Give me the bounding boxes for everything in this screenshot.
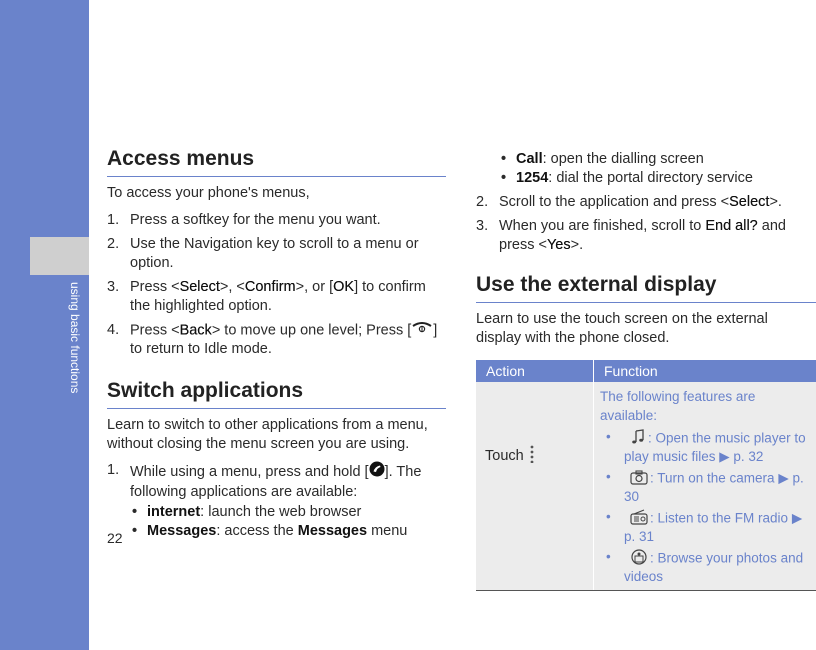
confirm-key-label: Confirm bbox=[244, 279, 296, 295]
back-key-label: Back bbox=[179, 322, 212, 339]
step-number: 3. bbox=[107, 279, 120, 295]
step-number: 4. bbox=[107, 322, 120, 338]
step-text: Press a softkey for the menu you want. bbox=[130, 212, 381, 228]
end-all-key-label: End all? bbox=[705, 218, 758, 234]
step-number: 2. bbox=[107, 236, 120, 252]
switch-applications-steps bbox=[107, 461, 446, 541]
list-item bbox=[476, 193, 816, 212]
external-display-intro: Learn to use the touch screen on the external display with the phone closed. bbox=[476, 311, 768, 346]
list-item bbox=[107, 461, 446, 541]
table-header-row bbox=[476, 360, 816, 382]
action-cell bbox=[476, 382, 594, 591]
app-name: 1254 bbox=[516, 170, 549, 186]
column-header-action: Action bbox=[476, 360, 594, 382]
ok-key-label: OK bbox=[333, 279, 355, 295]
app-description: : access the bbox=[216, 523, 298, 540]
list-item bbox=[107, 235, 446, 273]
call-key-icon bbox=[369, 461, 385, 483]
access-menus-heading: Access menus bbox=[107, 146, 446, 177]
feature-item: • : Turn on the camera ▶ p. 30 bbox=[606, 469, 804, 504]
select-key-label: Select bbox=[729, 194, 770, 210]
app-description: : launch the web browser bbox=[200, 504, 362, 521]
available-apps-list bbox=[130, 503, 446, 541]
step-number: 1. bbox=[107, 212, 120, 228]
app-description: : open the dialling screen bbox=[542, 151, 704, 167]
list-item bbox=[476, 217, 816, 255]
menu-name: Messages bbox=[297, 523, 368, 540]
switch-applications-heading: Switch applications bbox=[107, 378, 446, 409]
step-number: 3. bbox=[476, 218, 489, 234]
sidebar-section-label: using basic functions bbox=[68, 282, 82, 394]
music-note-icon bbox=[628, 429, 648, 449]
camera-icon bbox=[628, 469, 650, 489]
list-item: • Call: open the dialling screen bbox=[501, 151, 704, 167]
feature-item: • : Browse your photos and videos bbox=[606, 549, 804, 584]
access-menus-intro: To access your phone's menus, bbox=[107, 185, 310, 201]
feature-item: • : Open the music player to play music files ▶ p. 32 bbox=[606, 429, 806, 464]
step-text: Use the Navigation key to scroll to a menu or option. bbox=[130, 236, 419, 271]
action-function-table bbox=[476, 360, 816, 591]
app-name: Messages bbox=[147, 523, 217, 540]
left-column bbox=[107, 146, 446, 541]
app-description: : dial the portal directory service bbox=[548, 170, 753, 186]
list-item bbox=[107, 321, 446, 359]
step-number: 2. bbox=[476, 194, 489, 210]
photo-video-icon bbox=[628, 549, 650, 569]
step-number: 1. bbox=[107, 462, 120, 479]
switch-applications-intro: Learn to switch to other applications from a menu, without closing the menu screen you are using. bbox=[107, 417, 428, 453]
touch-pad-icon bbox=[530, 445, 534, 467]
features-intro: The following features are available: bbox=[600, 389, 756, 423]
table-row bbox=[476, 382, 816, 591]
sidebar-tab bbox=[30, 237, 89, 275]
page-number: 22 bbox=[107, 530, 123, 546]
step-text: Press <Back> to move up one level; Press [ ] to return to Idle mode. bbox=[130, 322, 438, 358]
app-name: internet bbox=[147, 504, 201, 521]
external-display-heading: Use the external display bbox=[476, 272, 816, 303]
list-item: • Messages: access the Messages menu bbox=[132, 523, 408, 540]
list-item: • internet: launch the web browser bbox=[132, 504, 362, 521]
available-apps-list-continued bbox=[499, 150, 816, 188]
switch-applications-steps-continued bbox=[476, 193, 816, 255]
step-text: Scroll to the application and press <Select>. bbox=[499, 194, 782, 210]
step-text: While using a menu, press and hold [ ]. The following applications are available: bbox=[107, 461, 446, 502]
list-item: • 1254: dial the portal directory service bbox=[501, 170, 753, 186]
select-key-label: Select bbox=[179, 279, 220, 295]
end-call-key-icon bbox=[411, 321, 433, 340]
list-item bbox=[107, 211, 446, 230]
app-name: Call bbox=[516, 151, 543, 167]
step-text: When you are finished, scroll to End all? and press <Yes>. bbox=[499, 218, 786, 253]
radio-icon bbox=[628, 509, 650, 529]
touch-action-label: Touch bbox=[485, 448, 524, 464]
list-item bbox=[107, 278, 446, 316]
column-header-function: Function bbox=[594, 360, 816, 382]
function-cell bbox=[594, 382, 816, 591]
feature-item: • : Listen to the FM radio ▶ p. 31 bbox=[606, 509, 803, 544]
access-menus-steps bbox=[107, 211, 446, 359]
yes-key-label: Yes bbox=[546, 237, 571, 253]
right-column bbox=[476, 150, 816, 591]
step-text: Press <Select>, <Confirm>, or [OK] to confirm the highlighted option. bbox=[130, 279, 426, 314]
